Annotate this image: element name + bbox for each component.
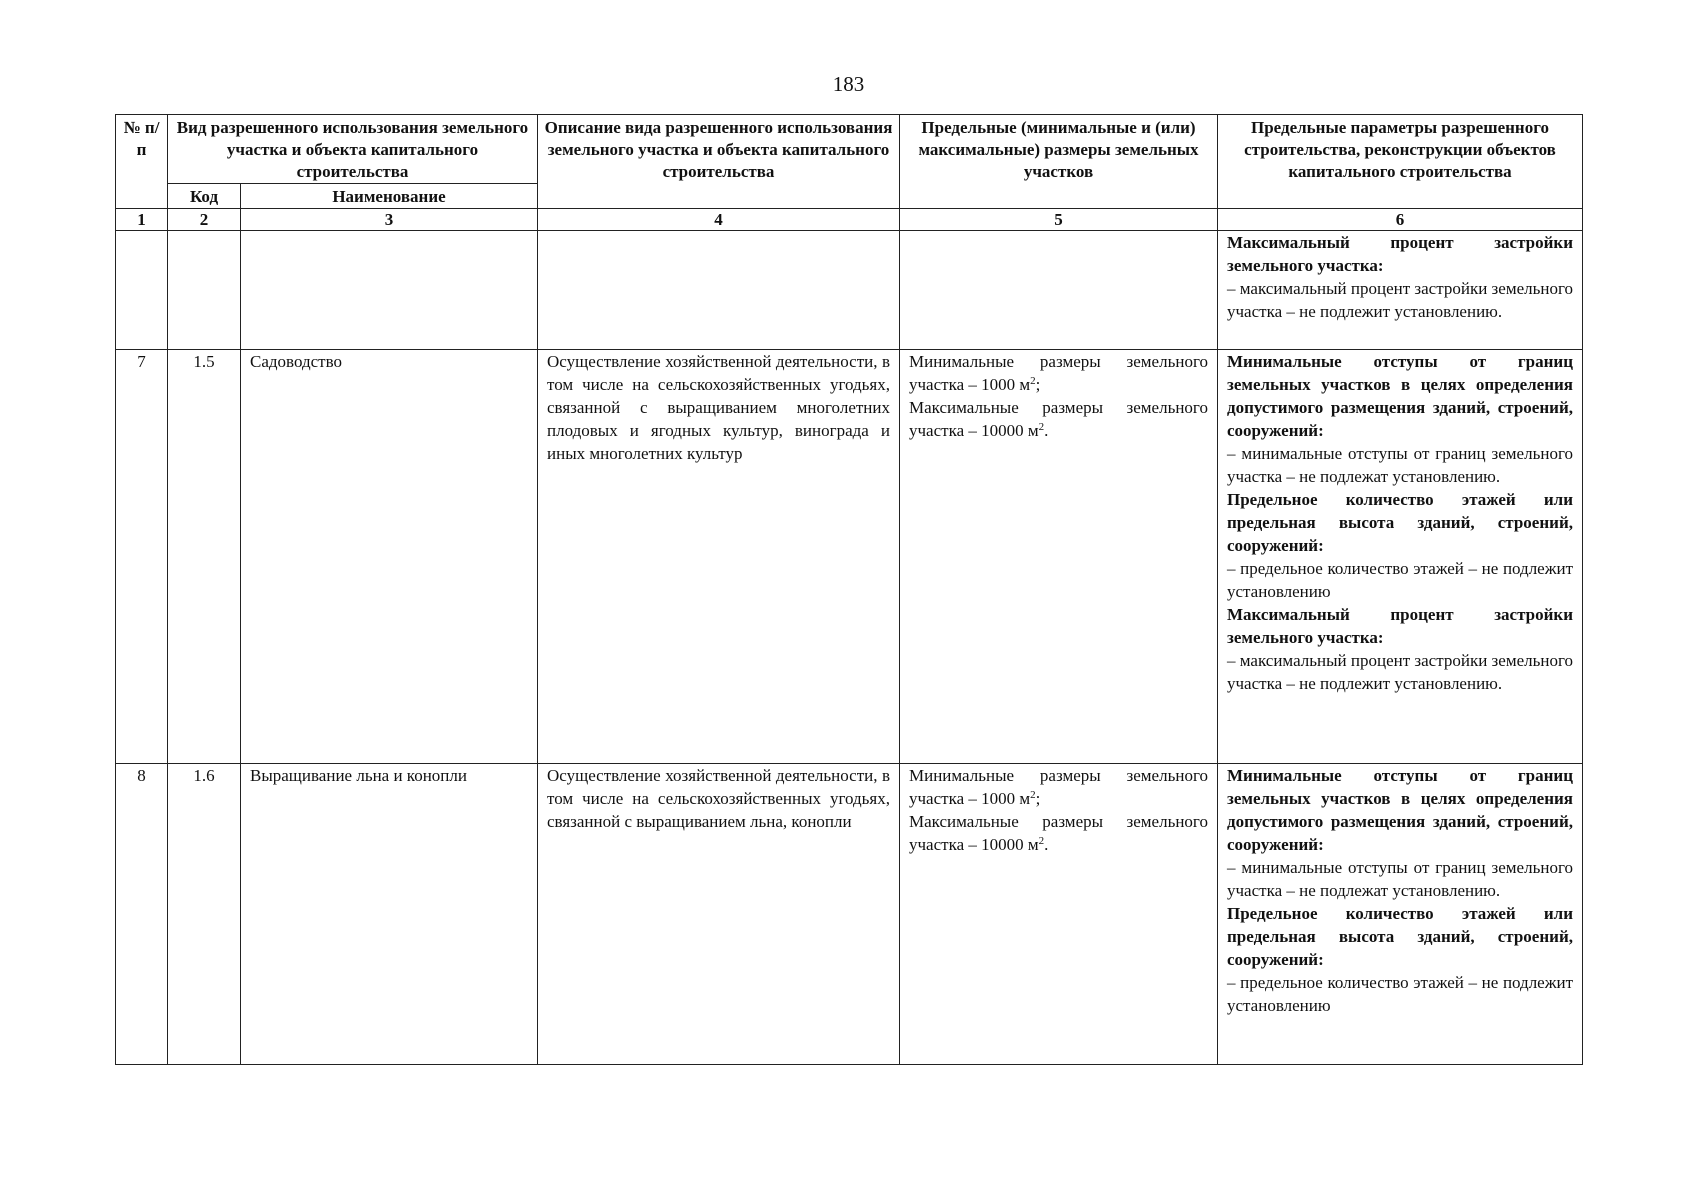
param-text: – максимальный процент застройки земельного участка – не подлежит установлению. <box>1227 279 1573 321</box>
page-number: 183 <box>832 72 865 96</box>
header-code: Код <box>168 184 241 209</box>
size-min: Минимальные размеры земельного участка – 1000 $м^2$; <box>909 766 1208 808</box>
cell-sizes <box>900 231 1218 350</box>
header-params: Предельные параметры разрешенного строительства, реконструкции объектов капитального строительства <box>1218 115 1583 209</box>
header-description: Описание вида разрешенного использования земельного участка и объекта капитального строительства <box>538 115 900 209</box>
param-block-floors <box>1227 488 1573 603</box>
param-text: – минимальные отступы от границ земельного участка – не подлежат установлению. <box>1227 444 1573 486</box>
cell-description: Осуществление хозяйственной деятельности, в том числе на сельскохозяйственных угодьях, связанной с выращиванием многолетних плодовых и ягодных культур, винограда и иных многолетних культур <box>538 350 900 764</box>
param-text: – предельное количество этажей – не подлежит установлению <box>1227 559 1573 601</box>
param-text: – минимальные отступы от границ земельного участка – не подлежат установлению. <box>1227 858 1573 900</box>
cell-name <box>241 231 538 350</box>
cell-code <box>168 231 241 350</box>
cell-description: Осуществление хозяйственной деятельности, в том числе на сельскохозяйственных угодьях, связанной с выращиванием льна, конопли <box>538 764 900 1065</box>
cell-num <box>116 231 168 350</box>
cell-params <box>1218 231 1583 350</box>
size-max: Максимальные размеры земельного участка – 10000 $м^2$. <box>909 812 1208 854</box>
header-sizes: Предельные (минимальные и (или) максимальные) размеры земельных участков <box>900 115 1218 209</box>
param-text: – максимальный процент застройки земельного участка – не подлежит установлению. <box>1227 651 1573 693</box>
param-block-setbacks <box>1227 350 1573 488</box>
column-number: 6 <box>1218 209 1583 231</box>
param-heading: Предельное количество этажей или предельная высота зданий, строений, сооружений: <box>1227 490 1573 555</box>
param-heading: Максимальный процент застройки земельного участка: <box>1227 233 1573 275</box>
column-number: 2 <box>168 209 241 231</box>
column-number: 1 <box>116 209 168 231</box>
param-block-setbacks <box>1227 764 1573 902</box>
cell-code: 1.5 <box>168 350 241 764</box>
header-name: Наименование <box>241 184 538 209</box>
param-heading: Минимальные отступы от границ земельных участков в целях определения допустимого размещения зданий, строений, сооружений: <box>1227 352 1573 440</box>
param-block <box>1227 231 1573 323</box>
size-min: Минимальные размеры земельного участка – 1000 $м^2$; <box>909 352 1208 394</box>
cell-params <box>1218 764 1583 1065</box>
cell-name: Выращивание льна и конопли <box>241 764 538 1065</box>
column-number: 3 <box>241 209 538 231</box>
cell-num: 8 <box>116 764 168 1065</box>
cell-description <box>538 231 900 350</box>
land-use-table <box>115 114 1583 1065</box>
cell-sizes <box>900 764 1218 1065</box>
header-num: № п/п <box>116 115 168 209</box>
param-block-floors <box>1227 902 1573 1017</box>
header-row-top <box>116 115 1583 184</box>
table-row <box>116 764 1583 1065</box>
param-heading: Максимальный процент застройки земельного участка: <box>1227 605 1573 647</box>
cell-name: Садоводство <box>241 350 538 764</box>
column-number: 4 <box>538 209 900 231</box>
table-row <box>116 350 1583 764</box>
param-block-coverage <box>1227 603 1573 695</box>
table-row-continuation <box>116 231 1583 350</box>
cell-num: 7 <box>116 350 168 764</box>
header-vri-group: Вид разрешенного использования земельного участка и объекта капитального строительства <box>168 115 538 184</box>
cell-code: 1.6 <box>168 764 241 1065</box>
param-heading: Предельное количество этажей или предельная высота зданий, строений, сооружений: <box>1227 904 1573 969</box>
param-heading: Минимальные отступы от границ земельных участков в целях определения допустимого размещения зданий, строений, сооружений: <box>1227 766 1573 854</box>
column-number: 5 <box>900 209 1218 231</box>
param-text: – предельное количество этажей – не подлежит установлению <box>1227 973 1573 1015</box>
size-max: Максимальные размеры земельного участка – 10000 $м^2$. <box>909 398 1208 440</box>
cell-params <box>1218 350 1583 764</box>
column-number-row <box>116 209 1583 231</box>
cell-sizes <box>900 350 1218 764</box>
